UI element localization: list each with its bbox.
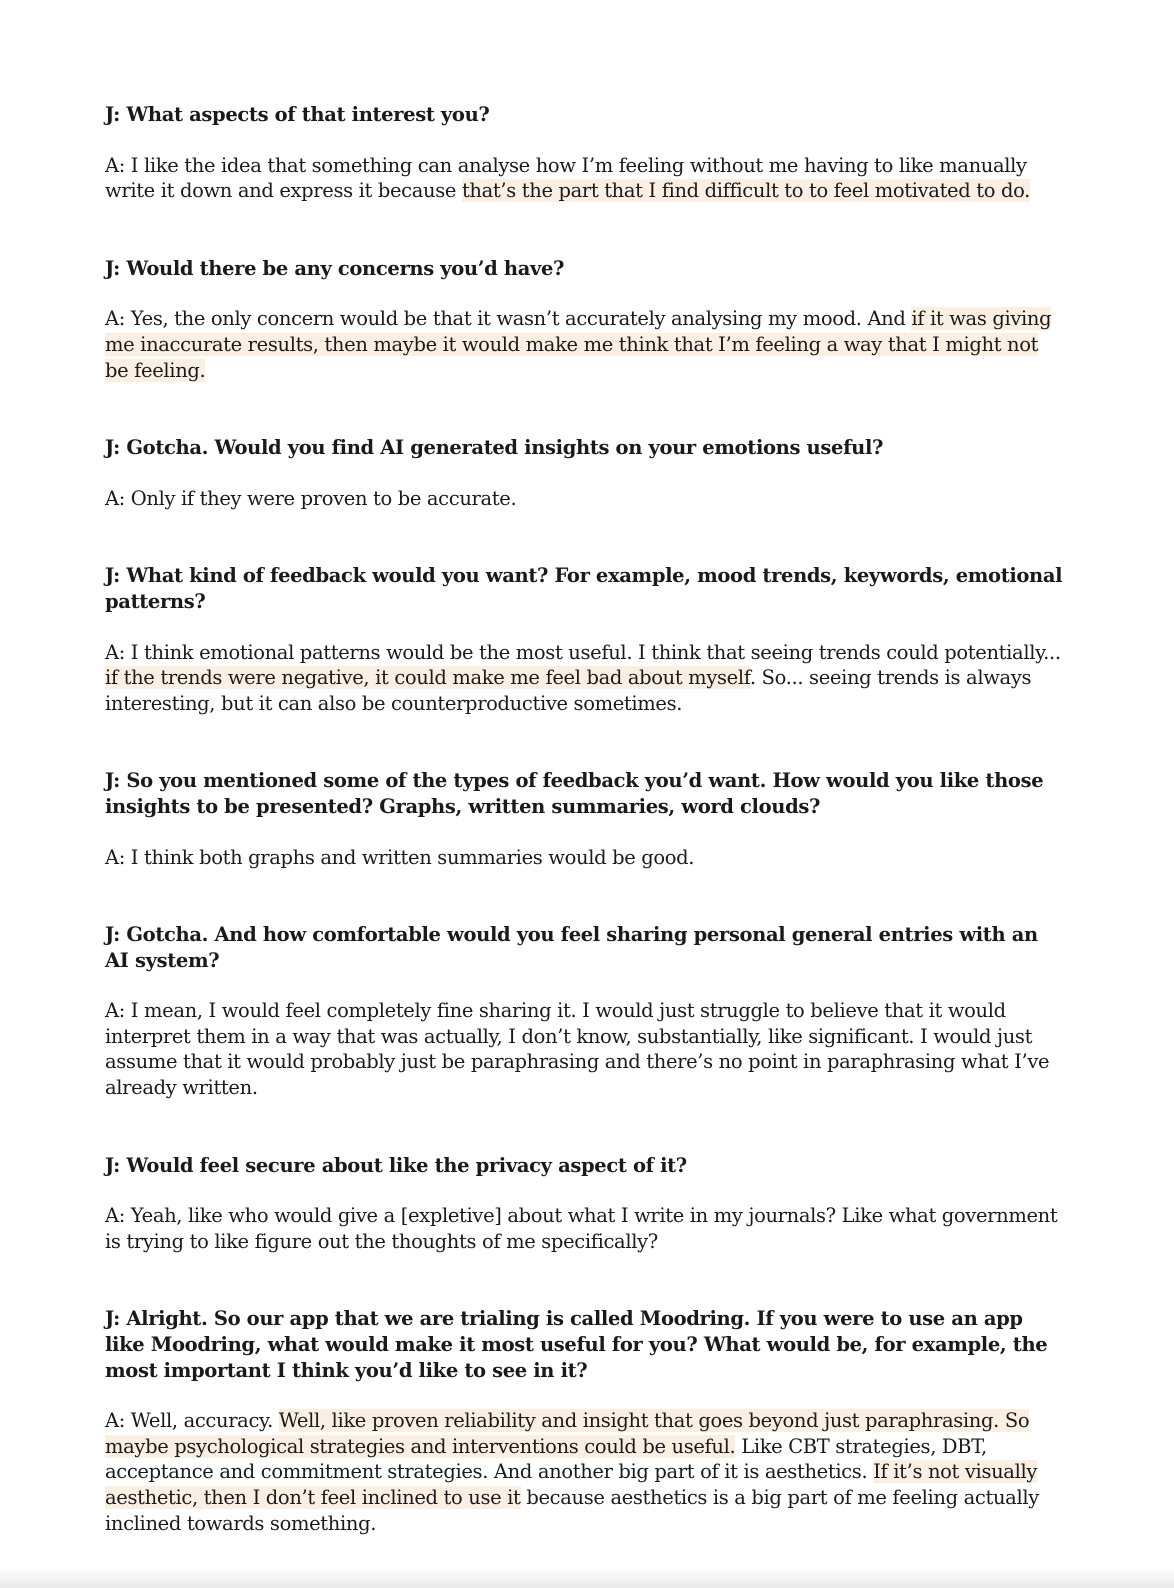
answer-segment: A: Yes, the only concern would be that it wasn’t accurately analysing my mood. And xyxy=(105,307,912,331)
answer-highlight: that’s the part that I find difficult to to feel motivated to do. xyxy=(461,179,1030,203)
answer xyxy=(105,845,1065,871)
answer-highlight: if it was giving me inaccurate results, then maybe it would make me think that I’m feeling a way that I might not be feeling. xyxy=(105,307,1052,382)
answer xyxy=(105,1408,1065,1536)
question: J: Would there be any concerns you’d have? xyxy=(105,256,565,280)
answer xyxy=(105,153,1065,204)
qa-block-concerns xyxy=(105,256,1065,383)
answer-segment: A: I think emotional patterns would be the most useful. I think that seeing trends could potentially... xyxy=(105,640,1061,664)
question: J: What kind of feedback would you want? For example, mood trends, keywords, emotional patterns? xyxy=(105,564,1063,613)
question: J: Gotcha. Would you find AI generated insights on your emotions useful? xyxy=(105,436,884,460)
qa-block-moodring xyxy=(105,1306,1065,1536)
answer-segment: A: Well, accuracy. xyxy=(105,1409,279,1433)
question: J: Gotcha. And how comfortable would you feel sharing personal general entries with an AI system? xyxy=(105,923,1038,972)
answer xyxy=(105,1203,1065,1254)
answer-segment: . So... seeing trends is always interesting, but it can also be counterproductive sometimes. xyxy=(105,666,1032,715)
answer-segment: A: I think both graphs and written summaries would be good. xyxy=(105,845,695,869)
qa-block-privacy xyxy=(105,1153,1065,1255)
transcript-document xyxy=(105,102,1065,1588)
answer xyxy=(105,486,1065,512)
answer-segment: A: I like the idea that something can analyse how I’m feeling without me having to like manually write it down and express it because xyxy=(105,153,1027,203)
question: J: What aspects of that interest you? xyxy=(105,103,490,126)
question: J: Would feel secure about like the privacy aspect of it? xyxy=(105,1153,687,1177)
qa-block-presentation xyxy=(105,768,1065,870)
answer-highlight: if the trends were negative, it could make me feel bad about myself xyxy=(105,666,750,690)
answer-highlight: If it’s not visually aesthetic, then I don’t feel inclined to use it xyxy=(105,1460,1038,1509)
answer-segment: because aesthetics is a big part of me feeling actually inclined towards something. xyxy=(105,1486,1039,1535)
page-bottom-shadow xyxy=(0,1566,1174,1588)
answer xyxy=(105,998,1065,1100)
answer-segment: A: Yeah, like who would give a [expletive] about what I write in my journals? Like what government is trying to like figure out the thoughts of me specifically? xyxy=(105,1204,1058,1253)
answer-highlight: Well, like proven reliability and insight that goes beyond just paraphrasing. So maybe psychological strategies and interventions could be useful. xyxy=(105,1409,1030,1458)
qa-block-feedback-kind xyxy=(105,563,1065,716)
qa-block-ai-insights xyxy=(105,435,1065,511)
answer xyxy=(105,640,1065,717)
question: J: Alright. So our app that we are trialing is called Moodring. If you were to use an app like Moodring, what would make it most useful for you? What would be, for example, the most important I think you’d like to see in it? xyxy=(105,1307,1048,1382)
question: J: So you mentioned some of the types of feedback you’d want. How would you like those insights to be presented? Graphs, written summaries, word clouds? xyxy=(105,769,1044,818)
qa-block-comfort xyxy=(105,922,1065,1101)
qa-block-aspects xyxy=(105,102,1065,204)
answer xyxy=(105,306,1065,383)
answer-segment: A: I mean, I would feel completely fine sharing it. I would just struggle to believe that it would interpret them in a way that was actually, I don’t know, substantially, like significant. I would just assume that it would probably just be paraphrasing and there’s no point in paraphrasing what I’ve already written. xyxy=(105,999,1050,1100)
answer-segment: Like CBT strategies, DBT, acceptance and commitment strategies. And another big part of it is aesthetics. xyxy=(105,1434,987,1484)
answer-segment: A: Only if they were proven to be accurate. xyxy=(105,486,517,510)
